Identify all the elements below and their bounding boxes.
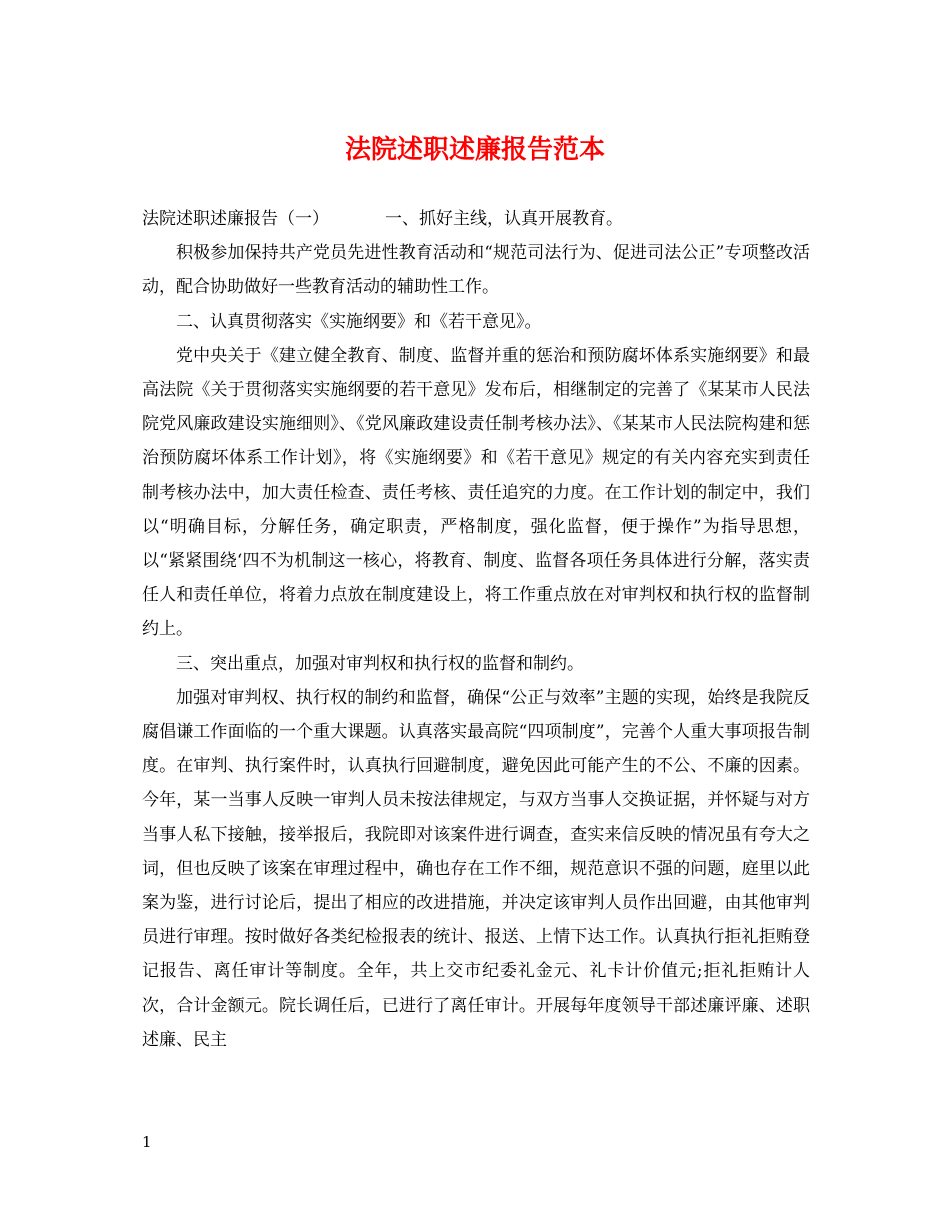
paragraph-2: 党中央关于《建立健全教育、制度、监督并重的惩治和预防腐坏体系实施纲要》和最高法院《关于贯彻落实实施纲要的若干意见》发布后，相继制定的完善了《某某市人民法院党风廉政建设实施细则》、《党风廉政建设责任制考核办法》、《某某市人民法院构建和惩治预防腐坏体系工作计划》，将《实施纲要》和《若干意见》规定的有关内容充实到责任制考核办法中，加大责任检查、责任考核、责任追究的力度。在工作计划的制定中，我们以“明确目标，分解任务，确定职责，严格制度，强化监督，便于操作”为指导思想，以“紧紧围绕‘四不为机制这一核心，将教育、制度、监督各项任务具体进行分解，落实责任人和责任单位，将着力点放在制度建设上，将工作重点放在对审判权和执行权的监督制约上。 [142,345,810,640]
paragraph-1: 积极参加保持共产党员先进性教育活动和“规范司法行为、促进司法公正”专项整改活动，配合协助做好一些教育活动的辅助性工作。 [142,243,810,298]
paragraph-3: 加强对审判权、执行权的制约和监督，确保“公正与效率”主题的实现，始终是我院反腐倡谦工作面临的一个重大课题。认真落实最高院“四项制度”，完善个人重大事项报告制度。在审判、执行案件时，认真执行回避制度，避免因此可能产生的不公、不廉的因素。今年，某一当事人反映一审判人员未按法律规定，与双方当事人交换证据，并怀疑与对方当事人私下接触，接举报后，我院即对该案件进行调查，查实来信反映的情况虽有夸大之词，但也反映了该案在审理过程中，确也存在工作不细，规范意识不强的问题，庭里以此案为鉴，进行讨论后，提出了相应的改进措施，并决定该审判人员作出回避，由其他审判员进行审理。按时做好各类纪检报表的统计、报送、上情下达工作。认真执行拒礼拒贿登记报告、离任审计等制度。全年，共上交市纪委礼金元、礼卡计价值元;拒礼拒贿计人次，合计金额元。院长调任后，已进行了离任审计。开展每年度领导干部述廉评廉、述职述廉、民主 [142,687,810,1050]
section-heading-3: 三、突出重点，加强对审判权和执行权的监督和制约。 [176,653,584,674]
report-label: 法院述职述廉报告（一） [142,209,329,229]
section-heading-1: 一、抓好主线，认真开展教育。 [385,209,623,229]
first-line [142,202,810,236]
document-body [142,202,810,1057]
section-heading-2: 二、认真贯彻落实《实施纲要》和《若干意见》。 [176,311,542,332]
document-title: 法院述职述廉报告范本 [344,135,605,165]
page-number: 1 [142,1133,152,1151]
